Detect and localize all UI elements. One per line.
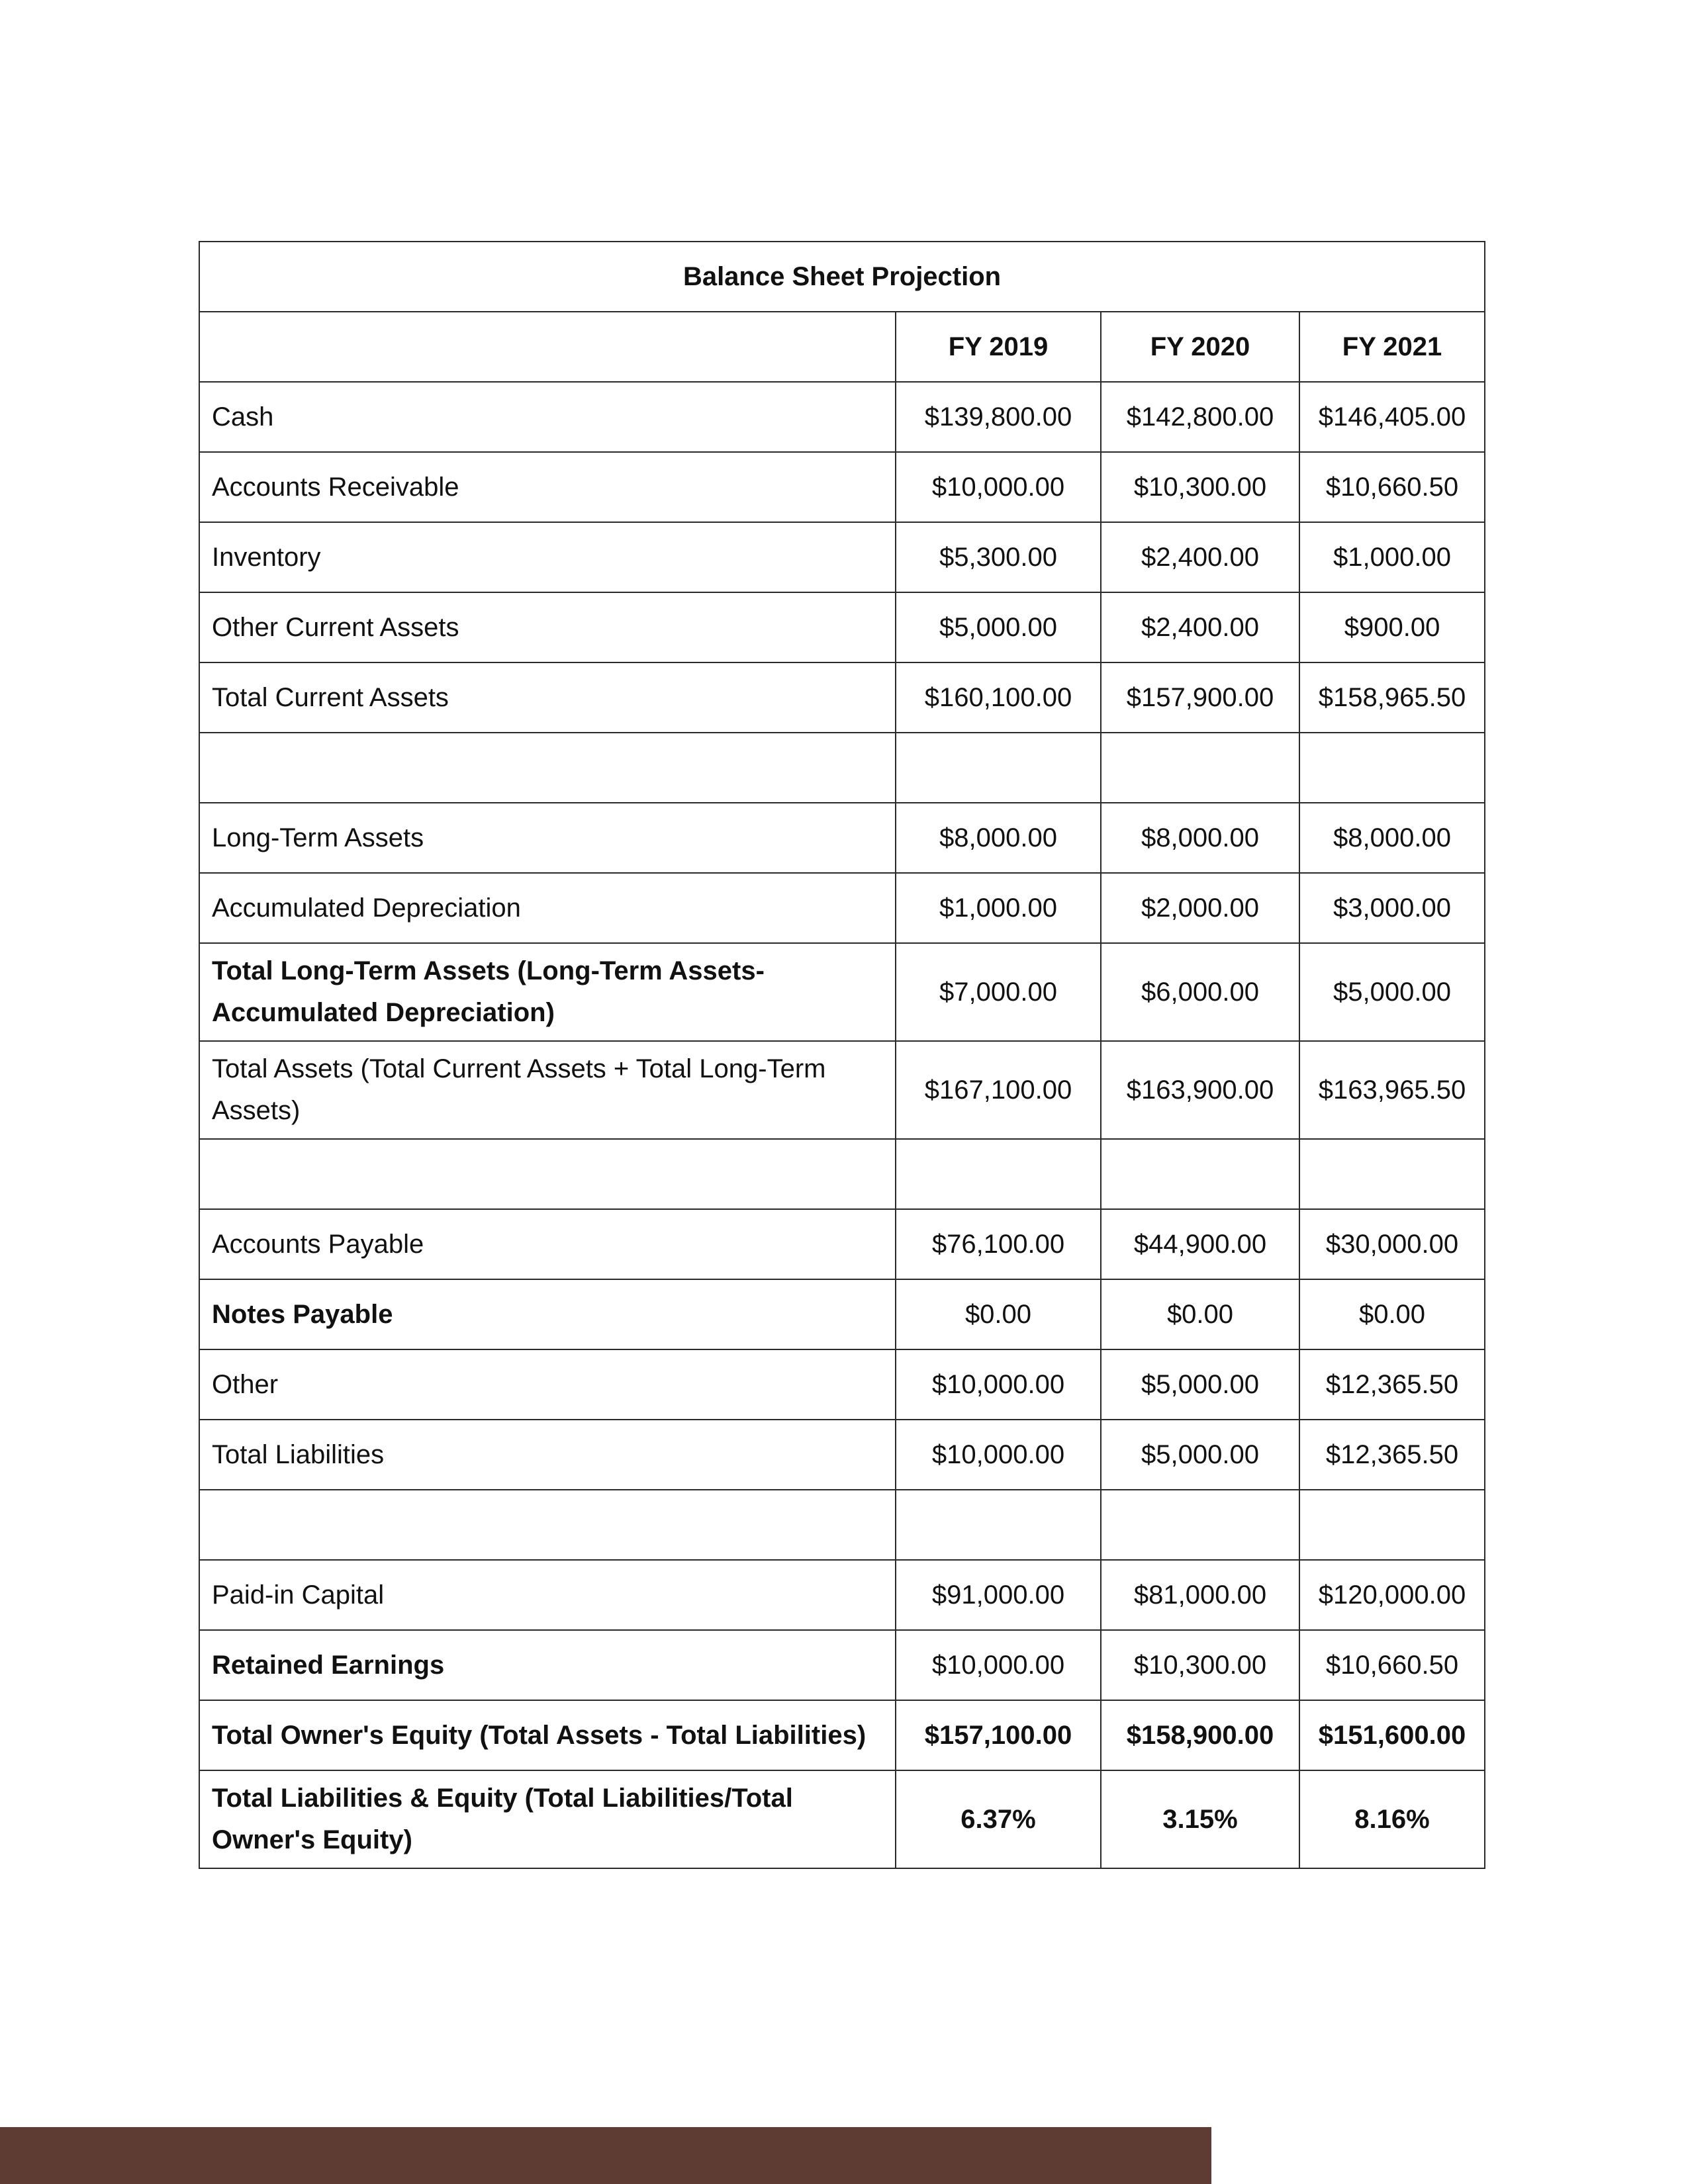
- row-value-fy2021: [1299, 1490, 1485, 1560]
- header-year-2019: FY 2019: [896, 312, 1101, 382]
- row-value-fy2020: $10,300.00: [1101, 452, 1299, 522]
- row-value-fy2021: $151,600.00: [1299, 1700, 1485, 1770]
- row-label: Retained Earnings: [199, 1630, 896, 1700]
- row-value-fy2020: $2,000.00: [1101, 873, 1299, 943]
- row-value-fy2020: $81,000.00: [1101, 1560, 1299, 1630]
- row-label: Total Liabilities & Equity (Total Liabilities/Total Owner's Equity): [199, 1770, 896, 1868]
- row-label: Other: [199, 1349, 896, 1420]
- row-other: [199, 1349, 1485, 1420]
- row-value-fy2019: $10,000.00: [896, 1420, 1101, 1490]
- row-value-fy2020: $2,400.00: [1101, 592, 1299, 662]
- row-value-fy2020: $2,400.00: [1101, 522, 1299, 592]
- row-value-fy2021: 8.16%: [1299, 1770, 1485, 1868]
- row-value-fy2019: $7,000.00: [896, 943, 1101, 1041]
- row-value-fy2020: [1101, 1139, 1299, 1209]
- row-label: Total Long-Term Assets (Long-Term Assets-Accumulated Depreciation): [199, 943, 896, 1041]
- row-value-fy2020: [1101, 733, 1299, 803]
- row-value-fy2020: $0.00: [1101, 1279, 1299, 1349]
- row-cash: [199, 382, 1485, 452]
- row-value-fy2020: $158,900.00: [1101, 1700, 1299, 1770]
- row-value-fy2021: $30,000.00: [1299, 1209, 1485, 1279]
- row-label: Inventory: [199, 522, 896, 592]
- row-total-assets: [199, 1041, 1485, 1139]
- row-value-fy2019: $1,000.00: [896, 873, 1101, 943]
- row-value-fy2020: $142,800.00: [1101, 382, 1299, 452]
- row-value-fy2020: $5,000.00: [1101, 1349, 1299, 1420]
- row-value-fy2019: [896, 1139, 1101, 1209]
- row-label: Other Current Assets: [199, 592, 896, 662]
- row-label: Paid-in Capital: [199, 1560, 896, 1630]
- row-value-fy2019: 6.37%: [896, 1770, 1101, 1868]
- header-label-cell: [199, 312, 896, 382]
- row-value-fy2021: $1,000.00: [1299, 522, 1485, 592]
- row-accumulated-depreciation: [199, 873, 1485, 943]
- row-value-fy2019: $160,100.00: [896, 662, 1101, 733]
- row-value-fy2019: $157,100.00: [896, 1700, 1101, 1770]
- row-value-fy2021: $10,660.50: [1299, 1630, 1485, 1700]
- row-spacer: [199, 1139, 1485, 1209]
- row-value-fy2020: $10,300.00: [1101, 1630, 1299, 1700]
- row-other-current-assets: [199, 592, 1485, 662]
- row-spacer: [199, 733, 1485, 803]
- row-value-fy2021: $8,000.00: [1299, 803, 1485, 873]
- row-value-fy2019: [896, 1490, 1101, 1560]
- row-accounts-receivable: [199, 452, 1485, 522]
- row-label: Total Current Assets: [199, 662, 896, 733]
- row-value-fy2019: $76,100.00: [896, 1209, 1101, 1279]
- footer-accent-bar: [0, 2127, 1211, 2184]
- row-label: Cash: [199, 382, 896, 452]
- row-value-fy2021: $120,000.00: [1299, 1560, 1485, 1630]
- row-value-fy2019: $139,800.00: [896, 382, 1101, 452]
- row-value-fy2019: $10,000.00: [896, 1630, 1101, 1700]
- row-value-fy2019: $91,000.00: [896, 1560, 1101, 1630]
- row-value-fy2020: $8,000.00: [1101, 803, 1299, 873]
- row-label: Total Assets (Total Current Assets + Total Long-Term Assets): [199, 1041, 896, 1139]
- row-value-fy2021: $3,000.00: [1299, 873, 1485, 943]
- row-value-fy2021: [1299, 1139, 1485, 1209]
- row-value-fy2020: $157,900.00: [1101, 662, 1299, 733]
- row-label: Total Owner's Equity (Total Assets - Total Liabilities): [199, 1700, 896, 1770]
- header-year-2020: FY 2020: [1101, 312, 1299, 382]
- row-notes-payable: [199, 1279, 1485, 1349]
- row-accounts-payable: [199, 1209, 1485, 1279]
- row-value-fy2020: [1101, 1490, 1299, 1560]
- row-value-fy2021: $146,405.00: [1299, 382, 1485, 452]
- row-total-long-term-assets: [199, 943, 1485, 1041]
- row-paid-in-capital: [199, 1560, 1485, 1630]
- row-label: Accumulated Depreciation: [199, 873, 896, 943]
- row-total-owners-equity: [199, 1700, 1485, 1770]
- row-label: Notes Payable: [199, 1279, 896, 1349]
- row-label: [199, 1490, 896, 1560]
- row-value-fy2019: $8,000.00: [896, 803, 1101, 873]
- row-value-fy2020: $5,000.00: [1101, 1420, 1299, 1490]
- row-value-fy2021: [1299, 733, 1485, 803]
- row-value-fy2021: $900.00: [1299, 592, 1485, 662]
- row-value-fy2019: $5,300.00: [896, 522, 1101, 592]
- row-retained-earnings: [199, 1630, 1485, 1700]
- header-year-2021: FY 2021: [1299, 312, 1485, 382]
- row-value-fy2020: $6,000.00: [1101, 943, 1299, 1041]
- row-spacer: [199, 1490, 1485, 1560]
- row-value-fy2019: $10,000.00: [896, 1349, 1101, 1420]
- row-label: Accounts Payable: [199, 1209, 896, 1279]
- row-value-fy2020: $44,900.00: [1101, 1209, 1299, 1279]
- row-long-term-assets: [199, 803, 1485, 873]
- row-total-liabilities-equity: [199, 1770, 1485, 1868]
- row-inventory: [199, 522, 1485, 592]
- row-total-current-assets: [199, 662, 1485, 733]
- row-value-fy2021: $12,365.50: [1299, 1420, 1485, 1490]
- row-value-fy2019: [896, 733, 1101, 803]
- table-title: Balance Sheet Projection: [199, 242, 1485, 312]
- row-label: Long-Term Assets: [199, 803, 896, 873]
- row-value-fy2021: $12,365.50: [1299, 1349, 1485, 1420]
- row-label: [199, 1139, 896, 1209]
- row-value-fy2019: $167,100.00: [896, 1041, 1101, 1139]
- row-value-fy2021: $158,965.50: [1299, 662, 1485, 733]
- row-total-liabilities: [199, 1420, 1485, 1490]
- row-value-fy2020: 3.15%: [1101, 1770, 1299, 1868]
- row-label: Total Liabilities: [199, 1420, 896, 1490]
- row-value-fy2021: $163,965.50: [1299, 1041, 1485, 1139]
- title-row: [199, 242, 1485, 312]
- row-value-fy2021: $5,000.00: [1299, 943, 1485, 1041]
- row-value-fy2021: $0.00: [1299, 1279, 1485, 1349]
- row-value-fy2020: $163,900.00: [1101, 1041, 1299, 1139]
- row-label: Accounts Receivable: [199, 452, 896, 522]
- row-value-fy2019: $0.00: [896, 1279, 1101, 1349]
- row-value-fy2019: $5,000.00: [896, 592, 1101, 662]
- row-value-fy2021: $10,660.50: [1299, 452, 1485, 522]
- balance-sheet-table: [199, 241, 1485, 1869]
- row-value-fy2019: $10,000.00: [896, 452, 1101, 522]
- row-label: [199, 733, 896, 803]
- header-row: [199, 312, 1485, 382]
